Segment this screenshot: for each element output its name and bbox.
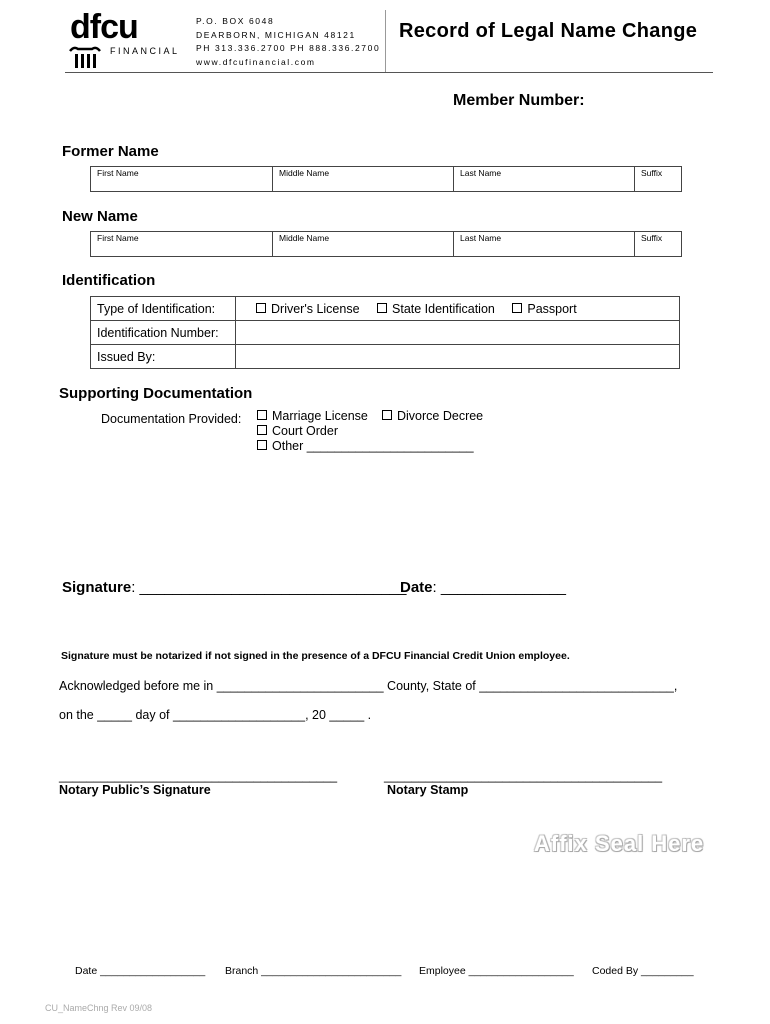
address-line: DEARBORN, MICHIGAN 48121	[196, 29, 356, 40]
id-number-field[interactable]	[236, 321, 680, 345]
former-name-heading: Former Name	[62, 143, 159, 160]
state-id-option[interactable]	[377, 302, 495, 316]
office-branch-field[interactable]: Branch ________________________	[225, 965, 402, 977]
drivers-license-option[interactable]	[256, 302, 360, 316]
address-line: www.dfcufinancial.com	[196, 56, 316, 67]
checkbox-icon	[257, 410, 267, 420]
logo-subtitle: FINANCIAL	[110, 46, 180, 56]
signature-label: Signature	[62, 579, 132, 596]
header-rule	[65, 72, 713, 73]
date-label: Date	[400, 579, 433, 596]
other-label: Other ________________________	[272, 439, 474, 453]
former-middle-name-field[interactable]: Middle Name	[273, 167, 454, 191]
issued-by-label: Issued By:	[91, 345, 236, 369]
checkbox-icon	[512, 303, 522, 313]
signature-row	[62, 579, 406, 596]
id-number-label: Identification Number:	[91, 321, 236, 345]
office-date-field[interactable]: Date __________________	[75, 965, 206, 977]
new-first-name-field[interactable]: First Name	[91, 232, 273, 256]
former-first-name-field[interactable]: First Name	[91, 167, 273, 191]
header-divider	[385, 10, 386, 72]
page-title: Record of Legal Name Change	[399, 20, 698, 42]
acknowledged-line[interactable]: Acknowledged before me in ________________________ County, State of ____________________________,	[59, 679, 678, 693]
notary-stamp-line[interactable]: ________________________________________	[384, 769, 663, 783]
marriage-license-option[interactable]	[257, 409, 368, 423]
supporting-doc-heading: Supporting Documentation	[59, 385, 253, 402]
address-line: P.O. BOX 6048	[196, 16, 275, 26]
address-line: PH 313.336.2700 PH 888.336.2700	[196, 43, 381, 53]
doc-provided-label: Documentation Provided:	[101, 412, 242, 426]
notary-stamp-label: Notary Stamp	[387, 783, 469, 797]
passport-label: Passport	[527, 301, 577, 316]
id-type-label: Type of Identification:	[91, 297, 236, 321]
form-code: CU_NameChng Rev 09/08	[45, 1003, 153, 1013]
former-name-fields	[90, 166, 682, 192]
former-suffix-field[interactable]: Suffix	[641, 168, 663, 178]
new-middle-name-field[interactable]: Middle Name	[273, 232, 454, 256]
address-block	[196, 15, 380, 69]
on-the-day-line[interactable]: on the _____ day of ___________________, 20 _____ .	[59, 708, 372, 722]
issued-by-field[interactable]	[236, 345, 680, 369]
drivers-license-label: Driver's License	[271, 301, 360, 316]
divorce-decree-option[interactable]	[382, 409, 483, 423]
notary-signature-line[interactable]: ________________________________________	[59, 769, 338, 783]
divorce-decree-label: Divorce Decree	[397, 409, 484, 423]
state-id-label: State Identification	[392, 301, 495, 316]
logo-text: dfcu	[70, 8, 138, 46]
office-employee-field[interactable]: Employee __________________	[419, 965, 574, 977]
checkbox-icon	[382, 410, 392, 420]
id-type-options	[236, 297, 680, 321]
new-name-fields	[90, 231, 682, 257]
date-row	[400, 579, 566, 596]
checkbox-icon	[257, 425, 267, 435]
identification-heading: Identification	[62, 272, 156, 289]
identification-table	[90, 296, 680, 369]
notary-notice: Signature must be notarized if not signed in the presence of a DFCU Financial Credit Union employee.	[61, 650, 570, 662]
date-line[interactable]: : _______________	[432, 579, 566, 596]
logo	[68, 10, 183, 70]
new-name-heading: New Name	[62, 208, 138, 225]
other-option[interactable]	[257, 439, 474, 453]
office-coded-by-field[interactable]: Coded By _________	[592, 965, 694, 977]
notary-public-signature-label: Notary Public’s Signature	[59, 783, 211, 797]
checkbox-icon	[257, 440, 267, 450]
affix-seal-text: Affix Seal Here	[534, 831, 705, 856]
court-order-option[interactable]	[257, 424, 338, 438]
former-last-name-field[interactable]: Last Name	[454, 167, 635, 191]
signature-line[interactable]: : ________________________________	[131, 579, 407, 596]
column-icon	[68, 45, 102, 69]
checkbox-icon	[256, 303, 266, 313]
new-suffix-field[interactable]: Suffix	[641, 233, 663, 243]
passport-option[interactable]	[512, 302, 576, 316]
marriage-license-label: Marriage License	[272, 409, 368, 423]
new-last-name-field[interactable]: Last Name	[454, 232, 635, 256]
member-number-label: Member Number:	[453, 92, 585, 109]
court-order-label: Court Order	[272, 424, 338, 438]
checkbox-icon	[377, 303, 387, 313]
